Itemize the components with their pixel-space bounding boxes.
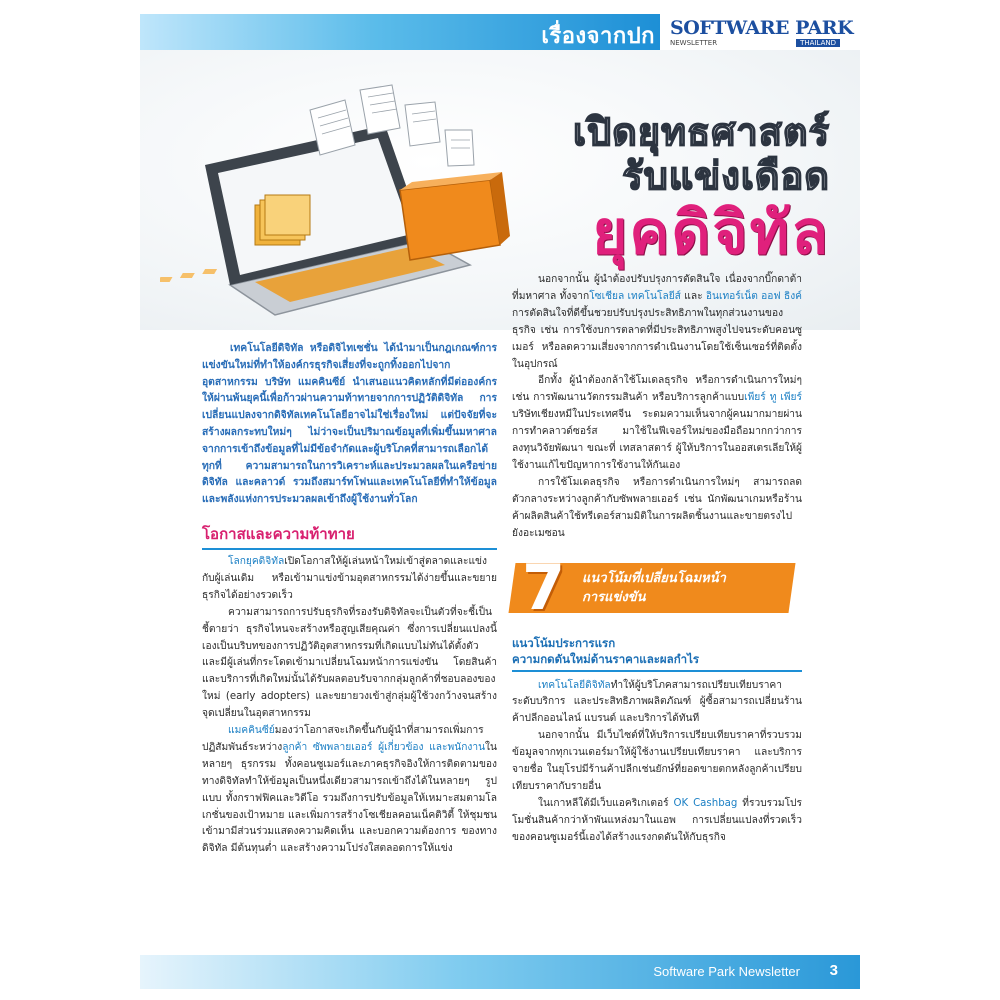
left-p1-text: เปิดโอกาสให้ผู้เล่นหน้าใหม่เข้าสู่ตลาดและแข่งกับผู้เล่นเดิม หรือเข้ามาแข่งข้ามอุตสาหกรรมได้ง่ายขึ้นและขยายธุรกิจได้อย่างรวดเร็ว [202,555,497,601]
section-heading-opportunity: โอกาสและความท้าทาย [202,522,497,550]
right-p4-text: ทำให้ผู้บริโภคสามารถเปรียบเทียบราคา ระดับบริการ และประสิทธิภาพผลิตภัณฑ์ ผู้ซื้อสามารถเปลี่ยนร้านค้าปลีกออนไลน์ แบรนด์ และบริการได้ทันที [512,679,802,725]
banner-text [582,569,726,607]
banner-number: 7 [522,550,566,624]
left-column [202,340,497,858]
headline-line-2: รับแข่งเดือด [622,154,830,198]
left-paragraph-1 [202,554,497,605]
highlight-digital-world: โลกยุคดิจิทัล [228,555,285,567]
footer-publication: Software Park Newsletter [653,964,800,979]
right-paragraph-4 [512,678,802,729]
left-p3-mid: มองว่าโอกาสจะเกิดขึ้นกับผู้นำที่สามารถเพิ่มการปฏิสัมพันธ์ระหว่าง [202,725,484,753]
right-p2-b: บริษัทเชียงหมีในประเทศจีน ระดมความเห็นจากผู้คนมากมายผ่านการทำคลาวด์ซอร์ส มาใช้ในฟีเจอร์ใหม่ของมือถือมากกว่าการลงทุนวิจัยพัฒนา ขณะที่ เทสลาสตาร์ ผู้ให้บริการในออสเตรเลียให้ผู้ใช้งานแก้ไขปัญหาการใช้งานให้กันเอง [512,409,802,471]
right-p1-b: และ [684,290,703,302]
highlight-p2p: เพียร์ ทู เพียร์ [744,392,802,404]
trend-1-heading-line-2: ความกดดันใหม่ด้านราคาและผลกำไร [512,651,700,666]
laptop-documents-illustration [160,70,520,330]
right-paragraph-6 [512,796,802,847]
trend-1-heading [512,635,802,672]
seven-trends-banner [512,550,802,624]
left-paragraph-2: ความสามารถการปรับธุรกิจที่รองรับดิจิทัลจะเป็นตัวที่จะชี้เป็นชี้ตายว่า ธุรกิจไหนจะสร้างหรือสูญเสียคุณค่า ซึ่งการเปลี่ยนแปลงนี้เองเป็นบริบทของการปฏิวัติอุตสาหกรรมที่เกิดแบบไม่ทันได้ตั้งตัว และมีผู้เล่นที่กระโดดเข้ามาเปลี่ยนโฉมหน้าการแข่งขัน โดยสินค้าและบริการที่เกิดใหม่นั้นได้รับผลตอบรับจากกลุ่มลูกค้าที่ชอบลองของใหม่ (early adopters) และขยายวงเข้าสู่กลุ่มผู้ใช้วงกว้างจนสร้างจุดเปลี่ยนในอุตสาหกรรม [202,606,497,720]
logo-sub [670,39,840,47]
magazine-page [140,0,860,1000]
right-p2-a: อีกทั้ง ผู้นำต้องกล้าใช้โมเดลธุรกิจ หรือการดำเนินการใหม่ๆ เช่น การพัฒนานวัตกรรมสินค้า หรือบริการลูกค้าแบบ [512,375,802,404]
logo-main-text: SOFTWARE PARK [670,16,854,39]
highlight-social-tech: โซเชียล เทคโนโลยีส์ [589,290,681,302]
page-number: 3 [829,962,838,979]
highlight-digital-tech: เทคโนโลยีดิจิทัล [538,679,611,691]
software-park-logo [660,14,860,50]
highlight-ok-cashbag: OK Cashbag [673,797,738,809]
page-header [140,0,860,50]
right-p6-a: ในเกาหลีใต้มีเว็บแอคริเกเตอร์ [538,797,669,809]
right-paragraph-2 [512,373,802,474]
right-paragraph-3: การใช้โมเดลธุรกิจ หรือการดำเนินการใหม่ๆ สามารถลดตัวกลางระหว่างลูกค้ากับซัพพลายเออร์ เช่น นักพัฒนาเกมหรือร้านค้าผลิตสินค้าใช้ทรีเดอร์สามมิติในการผลิตชิ้นงานและขายตรงไปยังอะเมซอน [512,476,802,539]
page-footer [140,955,860,989]
banner-line-1: แนวโน้มที่เปลี่ยนโฉมหน้า [582,570,726,586]
left-paragraph-3 [202,723,497,858]
right-p1-c: การตัดสินใจที่ดีขึ้นชวยปรับปรุงประสิทธิภาพในทุกส่วนงานของธุรกิจ เช่น การใช้งบการตลาดที่มีประสิทธิภาพสูงไปจนระดับคอนซูเมอร์ หรือลดความเสี่ยงจากการดำเนินงานโดยใช้เซ็นเซอร์ที่ติดตั้งในอุปกรณ์ [512,307,802,370]
right-paragraph-1 [512,272,802,373]
highlight-iot: อินเทอร์เน็ต ออฟ ธิงค์ [705,290,802,302]
right-p1-a: นอกจากนั้น ผู้นำต้องปรับปรุงการตัดสินใจ เนื่องจากบิ๊กดาต้าที่มหาศาล ทั้งจาก [512,274,802,302]
headline [573,110,830,268]
right-column [512,272,802,847]
left-p3-end: ในหลายๆ ธุรกรรม ทั้งคอนซูเมอร์และภาคธุรกิจอิงให้การติดตามของทางดิจิทัลทำให้ข้อมูลเป็นหนึ่งเดียวสามารถเข้าถึงได้ในหลายๆ รูปแบบ ทั้งกราฟฟิคและวิดีโอ รวมถึงการปรับข้อมูลให้เหมาะสมตามโลเกชั่นของเป้าหมาย และเพิ่มการสร้างโซเชียลคอนเน็คติวิตี้ ให้ชุมชนเข้ามามีส่วนร่วมแสดงความคิดเห็น และบอกความต้องการ ของทางดิจิทัล มีต้นทุนต่ำ และสร้างความโปร่งใสตลอดการให้แข่ง [202,741,497,855]
intro-paragraph: เทคโนโลยีดิจิทัล หรือดิจิไทเซชั่น ได้นำมาเป็นกฎเกณฑ์การแข่งขันใหม่ที่ทำให้องค์กรธุรกิจเสี่ยงที่จะถูกทิ้งออกไปจากอุตสาหกรรม บริษัท แมคคินซีย์ นำเสนอแนวคิดหลักที่มีต่อองค์กรให้ผ่านพ้นยุคนี้เพื่อก้าวผ่านความท้าทายจากการปฏิวัติดิจิทัล การเปลี่ยนแปลงจากดิจิทัลเทคโนโลยีอาจไม่ใช่เรื่องใหม่ แต่ปัจจัยที่จะสร้างผลกระทบใหม่ๆ ไม่ว่าจะเป็นปริมาณข้อมูลที่เพิ่มขึ้นมหาศาล จากการเข้าถึงข้อมูลที่ไม่มีข้อจำกัดและผู้บริโภคที่สามารถเลือกได้ทุกที่ ความสามารถในการวิเคราะห์และประมวลผลในเครือข่ายดิจิทัล และคลาวด์ รวมถึงสมาร์ทโฟนและเทคโนโลยีที่ทำให้ข้อมูลและพลังแห่งการประมวลผลเข้าถึงผู้ใช้งานทั่วโลก [202,342,497,506]
logo-sub-right: THAILAND [796,39,840,47]
highlight-mckinsey: แมคคินซีย์ [228,725,275,737]
banner-line-2: การแข่งขัน [582,589,646,605]
highlight-stakeholders: ลูกค้า ซัพพลายเออร์ ผู้เกี่ยวข้อง และพนักงาน [282,741,486,753]
right-p6-b: ที่รวบรวมโปรโมชั่นสินค้ากว่าห้าพันแหล่งมาในแอพ การเปลี่ยนแปลงที่รวดเร็วของคอนซูเมอร์นี้เองได้สร้างแรงกดดันให้กับธุรกิจ [512,797,802,843]
logo-sub-left: NEWSLETTER [670,38,718,47]
trend-1-heading-line-1: แนวโน้มประการแรก [512,635,616,650]
section-title: เรื่องจากปก [541,24,655,49]
right-paragraph-5: นอกจากนั้น มีเว็บไซต์ที่ให้บริการเปรียบเทียบราคาที่รวบรวมข้อมูลจากทุกเวนเดอร์มาให้ผู้ใช้งานเปรียบเทียบราคา และบริการจายชื่อ ในยุโรปมีร้านค้าปลีกเช่นยักษ์ที่ยอดขายตกหลังลูกค้าเปรียบเทียบราคากับรายอื่น [512,730,802,792]
headline-line-3: ยุคดิจิทัล [592,198,830,268]
headline-line-1: เปิดยุทธศาสตร์ [572,110,830,154]
